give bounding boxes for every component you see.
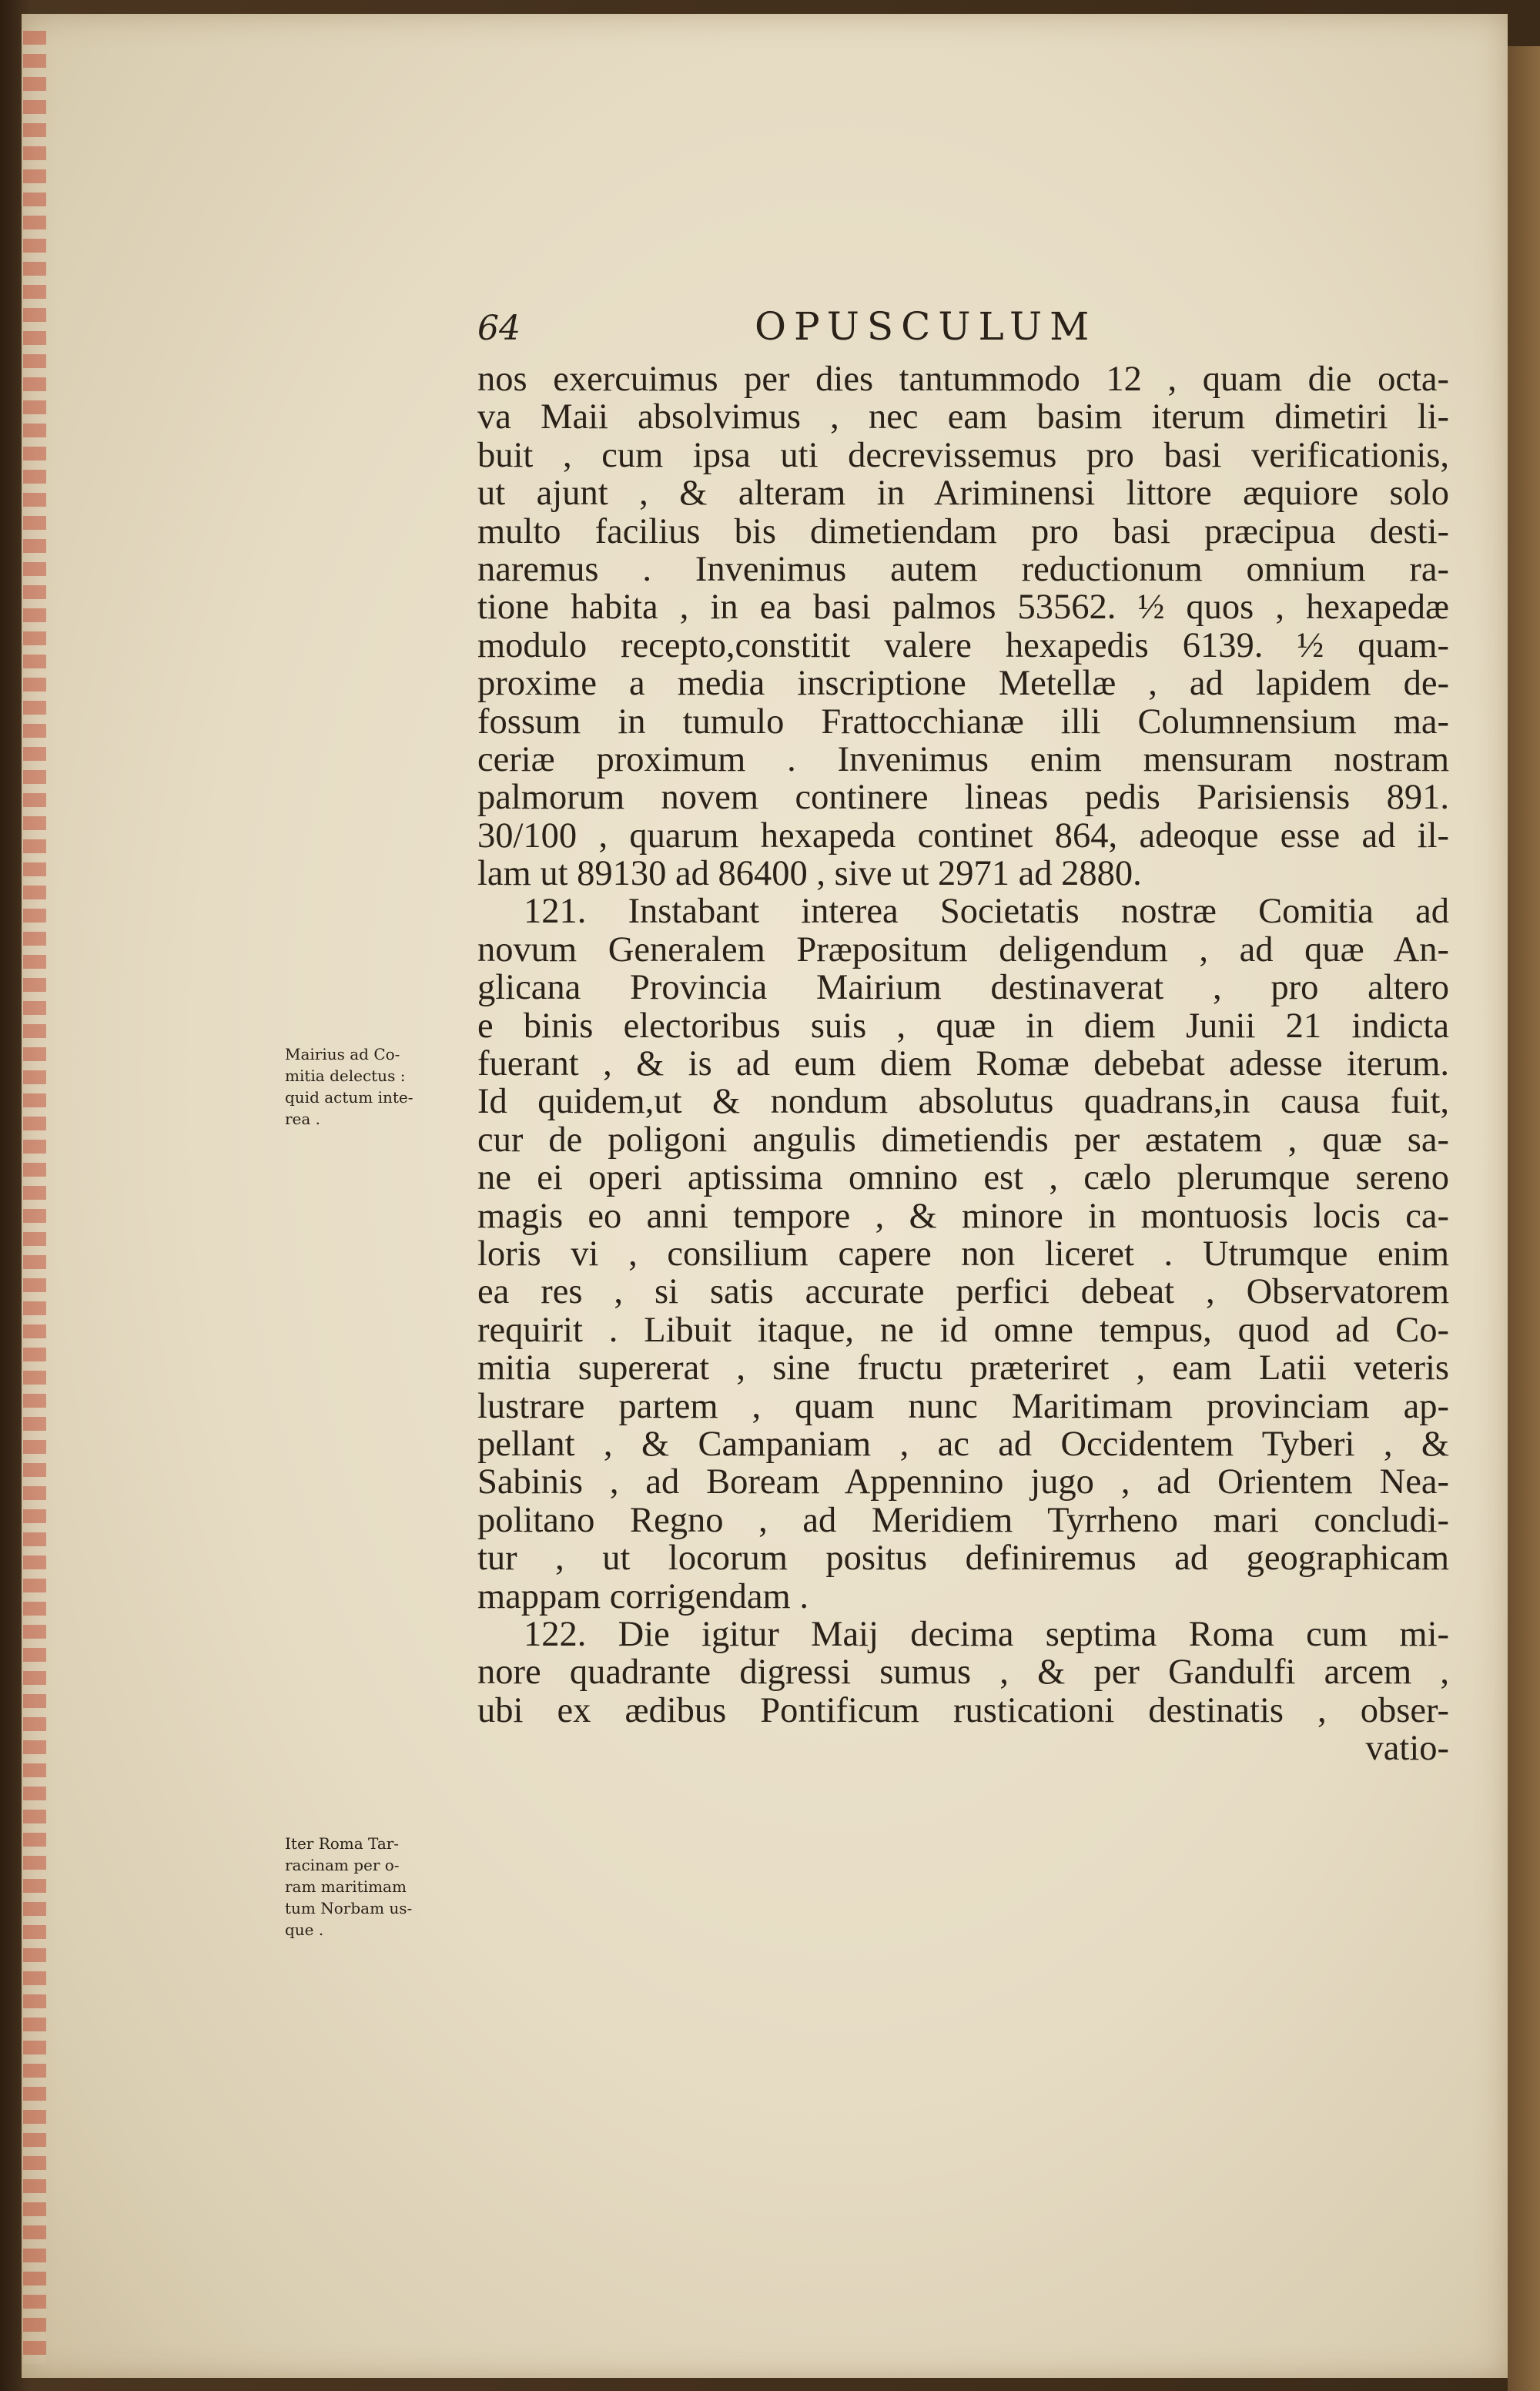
margin-note-line: mitia delectus : — [285, 1067, 406, 1085]
text-line: ceriæ proximum . Invenimus enim mensuram nostram — [477, 739, 1449, 779]
text-line: 122. Die igitur Maij decima septima Roma cum mi- — [524, 1614, 1449, 1654]
text-line: 121. Instabant interea Societatis nostræ Comitia ad — [524, 892, 1449, 932]
text-line: nore quadrante digressi sumus , & per Gandulfi arcem , — [477, 1653, 1449, 1693]
text-line: nos exercuimus per dies tantummodo 12 , quam die octa- — [477, 360, 1449, 399]
text-line: loris vi , consilium capere non liceret . Utrumque enim — [477, 1234, 1449, 1274]
text-line: tur , ut locorum positus definiremus ad geographicam — [477, 1539, 1449, 1579]
text-line: e binis electoribus suis , quæ in diem Junii 21 indicta — [477, 1006, 1449, 1046]
text-line: palmorum novem continere lineas pedis Parisiensis 891. — [477, 778, 1449, 818]
running-title: OPUSCULUM — [755, 304, 1097, 349]
text-line: pellant , & Campaniam , ac ad Occidentem Tyberi , & — [477, 1424, 1449, 1464]
text-line: glicana Provincia Mairium destinaverat , pro altero — [477, 968, 1449, 1008]
text-line: fossum in tumulo Frattocchianæ illi Columnensium ma- — [477, 702, 1449, 742]
text-line: requirit . Libuit itaque, ne id omne tempus, quod ad Co- — [477, 1310, 1449, 1350]
margin-note-line: que . — [285, 1921, 324, 1939]
text-line: vatio- — [1365, 1729, 1449, 1769]
text-line: magis eo anni tempore , & minore in montuosis locis ca- — [477, 1196, 1449, 1236]
margin-note-line: Mairius ad Co- — [285, 1045, 400, 1063]
text-line: mitia supererat , sine fructu præteriret , eam Latii veteris — [477, 1348, 1449, 1388]
text-line: ea res , si satis accurate perfici debeat , Observatorem — [477, 1272, 1449, 1312]
margin-note-line: rea . — [285, 1110, 321, 1128]
margin-note-line: ram maritimam — [285, 1877, 407, 1896]
text-line: 30/100 , quarum hexapeda continet 864, adeoque esse ad il- — [477, 815, 1449, 856]
text-line: lam ut 89130 ad 86400 , sive ut 2971 ad 2880. — [477, 854, 1142, 894]
text-line: Sabinis , ad Boream Appennino jugo , ad Orientem Nea- — [477, 1462, 1449, 1502]
page-number: 64 — [477, 309, 521, 348]
text-line: cur de poligoni angulis dimetiendis per æstatem , quæ sa- — [477, 1120, 1449, 1160]
margin-note-line: racinam per o- — [285, 1856, 400, 1874]
text-line: ut ajunt , & alteram in Ariminensi littore æquiore solo — [477, 474, 1449, 514]
main-text-column — [477, 360, 1449, 1767]
text-line: politano Regno , ad Meridiem Tyrrheno mari concludi- — [477, 1500, 1449, 1540]
text-line: novum Generalem Præpositum deligendum , ad quæ An- — [477, 929, 1449, 969]
text-line: multo facilius bis dimetiendam pro basi præcipua desti- — [477, 511, 1449, 551]
running-head — [477, 304, 1478, 358]
text-line: fuerant , & is ad eum diem Romæ debebat adesse iterum. — [477, 1044, 1449, 1084]
text-line: mappam corrigendam . — [477, 1576, 808, 1616]
text-line: ne ei operi aptissima omnino est , cælo plerumque sereno — [477, 1158, 1449, 1198]
text-line: proxime a media inscriptione Metellæ , ad lapidem de- — [477, 664, 1449, 704]
margin-note-iter — [285, 1833, 470, 1941]
text-line: naremus . Invenimus autem reductionum omnium ra- — [477, 549, 1449, 589]
binding-strip — [1508, 46, 1540, 2391]
margin-note-line: quid actum inte- — [285, 1088, 413, 1107]
margin-note-mairius — [285, 1043, 470, 1130]
text-line: lustrare partem , quam nunc Maritimam provinciam ap- — [477, 1386, 1449, 1426]
margin-note-line: Iter Roma Tar- — [285, 1834, 400, 1853]
text-line: Id quidem,ut & nondum absolutus quadrans,in causa fuit, — [477, 1082, 1449, 1122]
margin-note-line: tum Norbam us- — [285, 1899, 413, 1917]
text-line: tione habita , in ea basi palmos 53562. ½ quos , hexapedæ — [477, 588, 1449, 628]
text-line: va Maii absolvimus , nec eam basim iterum dimetiri li- — [477, 397, 1449, 437]
text-line: ubi ex ædibus Pontificum rusticationi destinatis , obser- — [477, 1690, 1449, 1730]
text-line: modulo recepto,constitit valere hexapedis 6139. ½ quam- — [477, 625, 1449, 665]
text-line: buit , cum ipsa uti decrevissemus pro basi verificationis, — [477, 435, 1449, 475]
page-edge-stain — [23, 31, 46, 2364]
